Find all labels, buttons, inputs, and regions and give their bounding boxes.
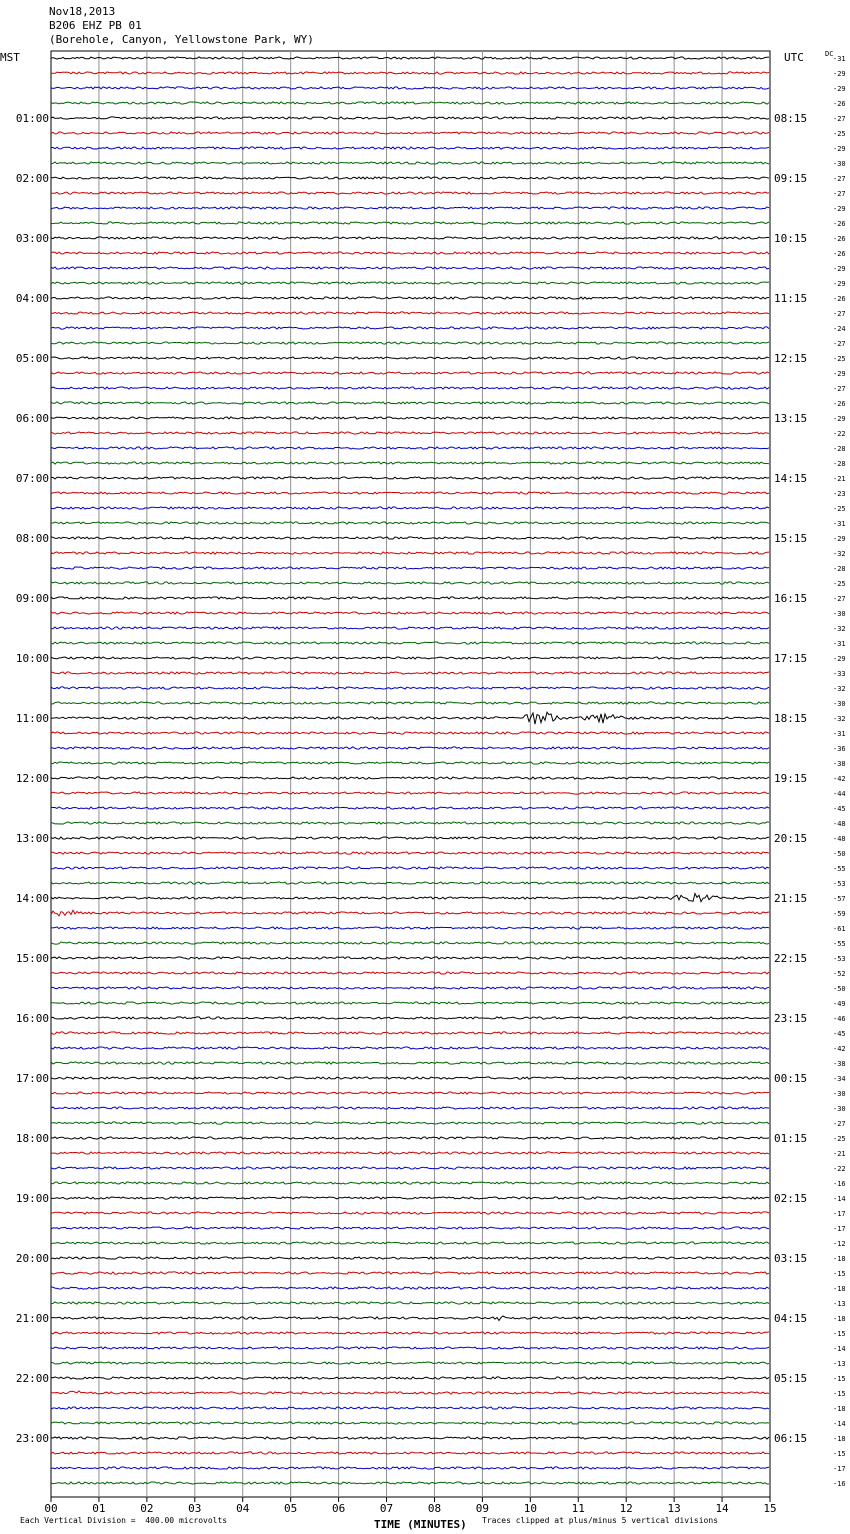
trace-line xyxy=(51,867,769,869)
trace-line xyxy=(51,837,769,839)
dc-offset-value: -50 xyxy=(833,850,846,858)
dc-offset-value: -27 xyxy=(833,190,846,198)
trace-line xyxy=(51,117,769,119)
utc-hour-label: 08:15 xyxy=(774,112,808,125)
mst-hour-label: 05:00 xyxy=(15,352,49,365)
dc-offset-value: -27 xyxy=(833,310,846,318)
utc-hour-label: 11:15 xyxy=(774,292,808,305)
station-code: B206 EHZ PB 01 xyxy=(49,19,142,32)
utc-hour-label: 17:15 xyxy=(774,652,808,665)
utc-hour-label: 20:15 xyxy=(774,832,808,845)
trace-line xyxy=(51,1062,769,1064)
trace-line xyxy=(51,132,769,134)
trace-line xyxy=(51,222,769,224)
dc-offset-value: -32 xyxy=(833,715,846,723)
trace-line xyxy=(51,1287,769,1289)
dc-offset-value: -18 xyxy=(833,1405,846,1413)
utc-hour-label: 01:15 xyxy=(774,1132,808,1145)
trace-line xyxy=(51,567,769,569)
utc-hour-label: 21:15 xyxy=(774,892,808,905)
mst-hour-label: 22:00 xyxy=(15,1372,49,1385)
trace-line xyxy=(51,147,769,149)
trace-line xyxy=(51,882,769,884)
utc-hour-label: 05:15 xyxy=(774,1372,808,1385)
dc-offset-value: -31 xyxy=(833,640,846,648)
dc-offset-value: -53 xyxy=(833,880,846,888)
utc-hour-label: 16:15 xyxy=(774,592,808,605)
mst-hour-label: 03:00 xyxy=(15,232,49,245)
utc-hour-label: 14:15 xyxy=(774,472,808,485)
dc-offset-value: -52 xyxy=(833,970,846,978)
x-tick-label: 04 xyxy=(236,1502,250,1515)
trace-line xyxy=(51,1032,769,1034)
trace-line xyxy=(51,942,769,944)
mst-hour-label: 11:00 xyxy=(15,712,49,725)
utc-hour-label: 06:15 xyxy=(774,1432,808,1445)
trace-line xyxy=(51,357,769,359)
trace-line xyxy=(51,642,769,644)
dc-offset-value: -48 xyxy=(833,835,846,843)
dc-offset-value: -49 xyxy=(833,1000,846,1008)
trace-line xyxy=(51,477,769,479)
x-tick-label: 15 xyxy=(763,1502,777,1515)
dc-offset-value: -30 xyxy=(833,610,846,618)
dc-offset-value: -26 xyxy=(833,400,846,408)
dc-offset-value: -25 xyxy=(833,1135,846,1143)
utc-hour-label: 13:15 xyxy=(774,412,808,425)
trace-line xyxy=(51,237,769,239)
mst-hour-label: 07:00 xyxy=(15,472,49,485)
dc-offset-value: -29 xyxy=(833,280,846,288)
dc-offset-value: -44 xyxy=(833,790,846,798)
trace-line xyxy=(51,1467,769,1469)
dc-offset-value: -27 xyxy=(833,595,846,603)
trace-line xyxy=(51,492,769,494)
utc-hour-label: 03:15 xyxy=(774,1252,808,1265)
trace-line xyxy=(51,1257,769,1259)
left-timezone-label: MST xyxy=(0,51,20,64)
dc-offset-value: -46 xyxy=(833,1015,846,1023)
dc-offset-value: -23 xyxy=(833,490,846,498)
trace-line xyxy=(51,522,769,524)
dc-offset-value: -18 xyxy=(833,1435,846,1443)
x-tick-label: 01 xyxy=(92,1502,106,1515)
dc-offset-value: -16 xyxy=(833,1480,846,1488)
station-location: (Borehole, Canyon, Yellowstone Park, WY) xyxy=(49,33,314,46)
dc-offset-header: DC xyxy=(825,50,834,58)
dc-offset-value: -50 xyxy=(833,985,846,993)
trace-line xyxy=(51,972,769,974)
right-timezone-label: UTC xyxy=(784,51,804,64)
dc-offset-value: -25 xyxy=(833,355,846,363)
utc-hour-label: 18:15 xyxy=(774,712,808,725)
trace-line xyxy=(51,1122,769,1124)
trace-line xyxy=(51,387,769,389)
trace-line xyxy=(51,537,769,539)
trace-line xyxy=(51,822,769,824)
trace-line xyxy=(51,1347,769,1349)
mst-hour-label: 15:00 xyxy=(15,952,49,965)
mst-hour-label: 18:00 xyxy=(15,1132,49,1145)
dc-offset-value: -42 xyxy=(833,1045,846,1053)
mst-hour-label: 23:00 xyxy=(15,1432,49,1445)
dc-offset-value: -33 xyxy=(833,670,846,678)
trace-line xyxy=(51,1167,769,1169)
trace-line xyxy=(51,1152,769,1154)
x-tick-label: 05 xyxy=(284,1502,298,1515)
trace-line xyxy=(51,312,769,314)
clip-note: Traces clipped at plus/minus 5 vertical divisions xyxy=(482,1516,719,1525)
utc-hour-label: 00:15 xyxy=(774,1072,808,1085)
dc-offset-value: -14 xyxy=(833,1195,846,1203)
mst-hour-label: 06:00 xyxy=(15,412,49,425)
trace-line xyxy=(51,417,769,419)
dc-offset-value: -14 xyxy=(833,1420,846,1428)
dc-offset-value: -29 xyxy=(833,85,846,93)
trace-line xyxy=(51,1362,769,1364)
trace-line xyxy=(51,987,769,989)
trace-line xyxy=(51,852,769,854)
dc-offset-value: -24 xyxy=(833,325,846,333)
dc-offset-value: -34 xyxy=(833,1075,846,1083)
trace-line xyxy=(51,372,769,374)
trace-line xyxy=(51,1002,769,1004)
dc-offset-value: -29 xyxy=(833,655,846,663)
trace-line xyxy=(51,1422,769,1424)
dc-offset-value: -26 xyxy=(833,295,846,303)
x-tick-label: 14 xyxy=(715,1502,729,1515)
dc-offset-value: -16 xyxy=(833,1180,846,1188)
dc-offset-value: -15 xyxy=(833,1375,846,1383)
trace-line xyxy=(51,1407,769,1409)
dc-offset-value: -17 xyxy=(833,1210,846,1218)
trace-line xyxy=(51,1227,769,1229)
dc-offset-value: -57 xyxy=(833,895,846,903)
trace-line xyxy=(51,1242,769,1244)
trace-line xyxy=(51,687,769,689)
record-date: Nov18,2013 xyxy=(49,5,116,18)
trace-line xyxy=(51,252,769,254)
dc-offset-value: -29 xyxy=(833,535,846,543)
trace-line xyxy=(51,102,769,104)
dc-offset-value: -22 xyxy=(833,1165,846,1173)
trace-line xyxy=(51,57,769,59)
dc-offset-value: -27 xyxy=(833,175,846,183)
dc-offset-value: -30 xyxy=(833,160,846,168)
dc-offset-value: -26 xyxy=(833,220,846,228)
trace-line xyxy=(51,927,769,929)
mst-hour-label: 14:00 xyxy=(15,892,49,905)
trace-line xyxy=(51,1182,769,1184)
mst-hour-label: 17:00 xyxy=(15,1072,49,1085)
x-tick-label: 12 xyxy=(619,1502,633,1515)
x-tick-label: 13 xyxy=(667,1502,681,1515)
trace-line xyxy=(51,327,769,329)
dc-offset-value: -61 xyxy=(833,925,846,933)
mst-hour-label: 08:00 xyxy=(15,532,49,545)
dc-offset-value: -32 xyxy=(833,550,846,558)
dc-offset-value: -18 xyxy=(833,1255,846,1263)
dc-offset-value: -26 xyxy=(833,235,846,243)
trace-line xyxy=(51,1107,769,1109)
trace-line xyxy=(51,702,769,704)
dc-offset-value: -28 xyxy=(833,460,846,468)
dc-offset-value: -29 xyxy=(833,370,846,378)
dc-offset-value: -17 xyxy=(833,1465,846,1473)
dc-offset-value: -32 xyxy=(833,685,846,693)
dc-offset-value: -31 xyxy=(833,55,846,63)
dc-offset-value: -15 xyxy=(833,1390,846,1398)
x-tick-label: 03 xyxy=(188,1502,202,1515)
x-tick-label: 06 xyxy=(331,1502,346,1515)
trace-line xyxy=(51,894,769,902)
x-tick-label: 07 xyxy=(379,1502,394,1515)
dc-offset-value: -15 xyxy=(833,1330,846,1338)
dc-offset-value: -29 xyxy=(833,70,846,78)
trace-line xyxy=(51,177,769,179)
dc-offset-value: -21 xyxy=(833,1150,846,1158)
dc-offset-value: -15 xyxy=(833,1450,846,1458)
dc-offset-value: -38 xyxy=(833,760,846,768)
x-tick-label: 11 xyxy=(571,1502,585,1515)
trace-line xyxy=(51,1391,769,1394)
trace-line xyxy=(51,1077,769,1079)
trace-line xyxy=(51,762,769,764)
dc-offset-value: -13 xyxy=(833,1360,846,1368)
mst-hour-label: 09:00 xyxy=(15,592,49,605)
vertical-division-note: Each Vertical Division = 400.00 microvolts xyxy=(20,1516,228,1525)
trace-line xyxy=(51,552,769,554)
x-tick-label: 00 xyxy=(44,1502,58,1515)
trace-line xyxy=(51,910,769,916)
trace-line xyxy=(51,192,769,194)
dc-offset-value: -29 xyxy=(833,205,846,213)
dc-offset-value: -27 xyxy=(833,115,846,123)
dc-offset-value: -31 xyxy=(833,730,846,738)
trace-line xyxy=(51,207,769,209)
trace-line xyxy=(51,792,769,794)
dc-offset-value: -25 xyxy=(833,130,846,138)
dc-offset-value: -28 xyxy=(833,565,846,573)
dc-offset-value: -30 xyxy=(833,700,846,708)
dc-offset-value: -42 xyxy=(833,775,846,783)
dc-offset-value: -32 xyxy=(833,625,846,633)
dc-offset-value: -29 xyxy=(833,265,846,273)
trace-line xyxy=(51,432,769,434)
trace-line xyxy=(51,597,769,599)
trace-line xyxy=(51,1316,769,1321)
dc-offset-value: -38 xyxy=(833,1060,846,1068)
dc-offset-value: -59 xyxy=(833,910,846,918)
trace-line xyxy=(51,732,769,734)
mst-hour-label: 13:00 xyxy=(15,832,49,845)
dc-offset-value: -25 xyxy=(833,580,846,588)
trace-line xyxy=(51,297,769,299)
trace-line xyxy=(51,1452,769,1454)
x-tick-label: 10 xyxy=(523,1502,537,1515)
dc-offset-value: -53 xyxy=(833,955,846,963)
dc-offset-value: -15 xyxy=(833,1270,846,1278)
dc-offset-value: -48 xyxy=(833,820,846,828)
dc-offset-value: -13 xyxy=(833,1300,846,1308)
mst-hour-label: 02:00 xyxy=(15,172,49,185)
dc-offset-value: -36 xyxy=(833,745,846,753)
x-tick-label: 02 xyxy=(140,1502,154,1515)
trace-line xyxy=(51,807,769,809)
trace-line xyxy=(51,162,769,164)
trace-line xyxy=(51,1197,769,1199)
trace-line xyxy=(51,777,769,779)
dc-offset-value: -45 xyxy=(833,805,846,813)
x-axis-title: TIME (MINUTES) xyxy=(374,1518,467,1531)
trace-line xyxy=(51,507,769,509)
dc-offset-value: -26 xyxy=(833,250,846,258)
mst-hour-label: 16:00 xyxy=(15,1012,49,1025)
dc-offset-value: -28 xyxy=(833,445,846,453)
trace-line xyxy=(51,1482,769,1484)
dc-offset-value: -12 xyxy=(833,1240,846,1248)
x-tick-label: 09 xyxy=(475,1502,490,1515)
trace-line xyxy=(51,1017,769,1019)
dc-offset-value: -27 xyxy=(833,340,846,348)
dc-offset-value: -22 xyxy=(833,430,846,438)
trace-line xyxy=(51,1047,769,1049)
trace-line xyxy=(51,1092,769,1094)
trace-line xyxy=(51,1332,769,1334)
utc-hour-label: 22:15 xyxy=(774,952,808,965)
utc-hour-label: 19:15 xyxy=(774,772,808,785)
trace-line xyxy=(51,282,769,284)
trace-line xyxy=(51,267,769,269)
trace-line xyxy=(51,627,769,629)
trace-line xyxy=(51,612,769,614)
trace-line xyxy=(51,672,769,674)
utc-hour-label: 02:15 xyxy=(774,1192,808,1205)
dc-offset-value: -30 xyxy=(833,1090,846,1098)
dc-offset-value: -26 xyxy=(833,100,846,108)
dc-offset-value: -29 xyxy=(833,145,846,153)
mst-hour-label: 20:00 xyxy=(15,1252,49,1265)
utc-hour-label: 04:15 xyxy=(774,1312,808,1325)
trace-line xyxy=(51,1302,769,1304)
trace-line xyxy=(51,402,769,404)
dc-offset-value: -18 xyxy=(833,1315,846,1323)
utc-hour-label: 15:15 xyxy=(774,532,808,545)
dc-offset-value: -30 xyxy=(833,1105,846,1113)
trace-line xyxy=(51,1377,769,1379)
dc-offset-value: -27 xyxy=(833,385,846,393)
trace-line xyxy=(51,87,769,89)
trace-line xyxy=(51,712,769,724)
utc-hour-label: 23:15 xyxy=(774,1012,808,1025)
trace-line xyxy=(51,1137,769,1139)
mst-hour-label: 12:00 xyxy=(15,772,49,785)
dc-offset-value: -27 xyxy=(833,1120,846,1128)
mst-hour-label: 19:00 xyxy=(15,1192,49,1205)
utc-hour-label: 10:15 xyxy=(774,232,808,245)
dc-offset-value: -55 xyxy=(833,940,846,948)
utc-hour-label: 12:15 xyxy=(774,352,808,365)
trace-line xyxy=(51,1212,769,1214)
mst-hour-label: 01:00 xyxy=(15,112,49,125)
dc-offset-value: -45 xyxy=(833,1030,846,1038)
x-tick-label: 08 xyxy=(427,1502,442,1515)
dc-offset-value: -31 xyxy=(833,520,846,528)
dc-offset-value: -18 xyxy=(833,1285,846,1293)
trace-line xyxy=(51,72,769,74)
mst-hour-label: 21:00 xyxy=(15,1312,49,1325)
utc-hour-label: 09:15 xyxy=(774,172,808,185)
trace-line xyxy=(51,582,769,584)
trace-line xyxy=(51,1437,769,1439)
dc-offset-value: -29 xyxy=(833,415,846,423)
mst-hour-label: 04:00 xyxy=(15,292,49,305)
mst-hour-label: 10:00 xyxy=(15,652,49,665)
dc-offset-value: -14 xyxy=(833,1345,846,1353)
trace-line xyxy=(51,462,769,464)
dc-offset-value: -21 xyxy=(833,475,846,483)
trace-line xyxy=(51,342,769,344)
dc-offset-value: -55 xyxy=(833,865,846,873)
dc-offset-value: -17 xyxy=(833,1225,846,1233)
trace-line xyxy=(51,1272,769,1274)
dc-offset-value: -25 xyxy=(833,505,846,513)
trace-line xyxy=(51,957,769,959)
trace-line xyxy=(51,447,769,449)
trace-line xyxy=(51,747,769,749)
trace-line xyxy=(51,657,769,659)
